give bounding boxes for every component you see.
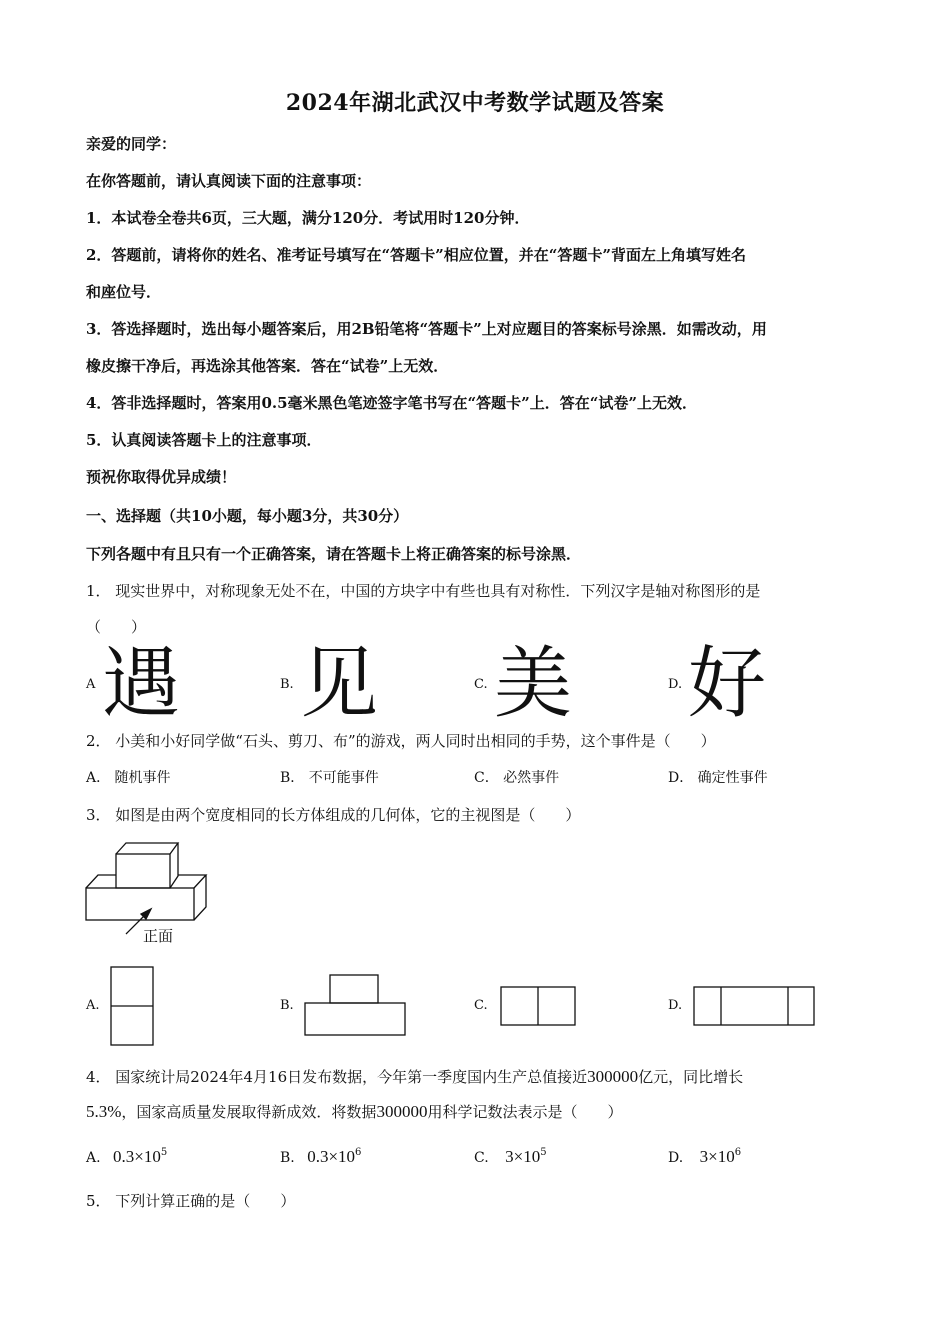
q4-stem-number-2: 300000 [376,1102,428,1121]
q4-stem-mid: ，国家高质量发展取得新成效．将数据 [121,1103,377,1121]
q4-growth-rate: 5.3% [86,1102,122,1121]
q3-front-label: 正面 [143,927,174,945]
q2-option-d: D． 确定性事件 [668,770,768,786]
section-instruction: 下列各题中有且只有一个正确答案，请在答题卡上将正确答案的标号涂黑． [86,545,582,563]
q2-stem: 2． 小美和小好同学做“石头、剪刀、布”的游戏，两人同时出相同的手势，这个事件是（ ） [86,732,716,750]
q5-stem: 5． 下列计算正确的是（ ） [86,1192,296,1210]
intro: 在你答题前，请认真阅读下面的注意事项： [86,172,372,190]
q4-stem-number: 300000 [587,1067,639,1086]
q1-option-d-label: D. [668,677,683,692]
q3-option-c-figure [500,986,576,1026]
note-5: 5．认真阅读答题卡上的注意事项． [86,431,322,449]
q4-option-c-label: C. [474,1150,489,1166]
q4-option-b-base: 0.3×10 [307,1147,356,1166]
q4-option-a-label: A. [86,1150,101,1166]
q3-option-c-label: C. [474,998,488,1013]
q1-option-a-label: A [86,677,96,692]
q4-option-d-label: D. [668,1150,684,1166]
q4-option-d [668,1147,741,1167]
q3-stem: 3． 如图是由两个宽度相同的长方体组成的几何体，它的主视图是（ ） [86,806,581,824]
q4-stem [86,1066,743,1087]
q4-stem-post: 亿元，同比增长 [638,1068,744,1086]
q4-option-b-exp: 6 [355,1147,362,1158]
q1-option-b-char: 见 [300,639,379,729]
note-2: 2．答题前，请将你的姓名、准考证号填写在“答题卡”相应位置，并在“答题卡”背面左上角填写姓名 [86,246,746,264]
greeting: 亲爱的同学： [86,135,177,153]
q4-option-b [280,1147,361,1167]
q1-option-d-char: 好 [688,639,767,729]
note-3: 3．答选择题时，选出每小题答案后，用2B铅笔将“答题卡”上对应题目的答案标号涂黑．如需改动，用 [86,320,767,338]
q1-option-c-label: C. [474,677,488,692]
q4-stem-cont [86,1101,622,1122]
note-3-cont: 橡皮擦干净后，再选涂其他答案．答在“试卷”上无效． [86,357,449,375]
q4-stem-pre: 4． 国家统计局2024年4月16日发布数据，今年第一季度国内生产总值接近 [86,1068,588,1086]
q4-option-c-exp: 5 [540,1147,547,1158]
q1-option-c-char: 美 [494,639,573,729]
note-2-cont: 和座位号． [86,283,162,301]
section-heading: 一、选择题（共10小题，每小题3分，共30分） [86,507,409,525]
q4-option-d-base: 3×10 [699,1147,735,1166]
q4-option-c [474,1147,547,1167]
q3-option-b-figure [304,974,406,1036]
q1-stem-cont: （ ） [86,618,147,636]
q3-option-d-label: D. [668,998,683,1013]
q1-option-b-label: B. [280,677,294,692]
q4-option-a-base: 0.3×10 [113,1147,161,1166]
wish: 预祝你取得优异成绩！ [86,468,237,486]
q4-option-a-exp: 5 [160,1147,168,1158]
q3-option-a-figure [110,966,154,1046]
q4-option-d-exp: 6 [734,1147,742,1158]
q4-option-b-label: B. [280,1150,295,1166]
note-1: 1．本试卷全卷共6页，三大题，满分120分．考试用时120分钟． [86,209,530,227]
q4-stem-end: 用科学记数法表示是（ ） [427,1103,623,1121]
q4-option-a [86,1147,167,1167]
q2-option-b: B． 不可能事件 [280,770,379,786]
q1-option-a-char: 遇 [102,639,181,729]
q3-option-d-figure [693,986,815,1026]
q1-stem: 1． 现实世界中，对称现象无处不在，中国的方块字中有些也具有对称性．下列汉字是轴对称图形的是 [86,582,761,600]
q2-option-a: A． 随机事件 [86,770,171,786]
q3-option-b-label: B. [280,998,294,1013]
note-4: 4．答非选择题时，答案用0.5毫米黑色笔迹签字笔书写在“答题卡”上．答在“试卷”上无效． [86,394,698,412]
page-title: 2024年湖北武汉中考数学试题及答案 [285,90,665,116]
q4-option-c-base: 3×10 [505,1147,541,1166]
q3-option-a-label: A. [86,998,100,1013]
q2-option-c: C． 必然事件 [474,770,560,786]
